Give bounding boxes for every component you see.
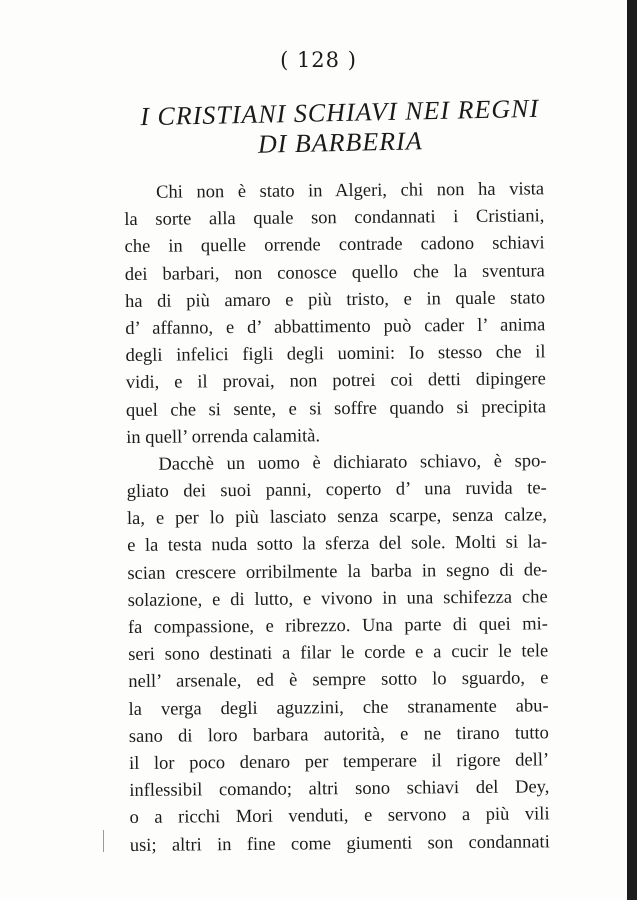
page-number: ( 128 ) bbox=[280, 48, 357, 72]
text-line: la verga degli aguzzini, che stranamente abu- bbox=[128, 695, 549, 720]
text-line: d’ affanno, e d’ abbattimento può cader l’ anima bbox=[125, 315, 546, 339]
text-line: e la testa nuda sotto la sferza del sole. Molti si la- bbox=[127, 532, 548, 557]
chapter-title bbox=[99, 93, 580, 163]
text-line: la, e per lo più lasciato senza scarpe, senza calze, bbox=[126, 505, 548, 530]
text-line: degli infelici figli degli uomini: Io stesso che il bbox=[125, 342, 546, 367]
text-line: sano di loro barbara autorità, e ne tirano tutto bbox=[128, 723, 549, 747]
text-line: il lor poco denaro per temperare il rigore dell’ bbox=[129, 750, 550, 774]
text-line: o a ricchi Mori venduti, e servono a più vili bbox=[129, 804, 550, 829]
page-edge bbox=[627, 0, 637, 900]
text-line: solazione, e di lutto, e vivono in una schifezza che bbox=[127, 587, 548, 611]
text-line: che in quelle orrende contrade cadono schiavi bbox=[124, 233, 545, 258]
text-line: usi; altri in fine come giumenti son condannati bbox=[129, 831, 550, 856]
margin-mark bbox=[103, 830, 104, 852]
text-line: gliato dei suoi panni, coperto d’ una ruvida te- bbox=[126, 478, 547, 503]
text-line: ha di più amaro e più tristo, e in quale stato bbox=[124, 288, 546, 312]
body-text bbox=[124, 176, 550, 859]
chapter-title-line-1: I CRISTIANI SCHIAVI NEI REGNI bbox=[139, 93, 540, 132]
text-line: dei barbari, non conosce quello che la sventura bbox=[124, 260, 545, 285]
text-line: in quell’ orrenda calamità. bbox=[126, 425, 321, 448]
text-line: vidi, e il provai, non potrei coi detti dipingere bbox=[125, 369, 546, 394]
chapter-title-line-2: DI BARBERIA bbox=[257, 126, 423, 159]
text-line: la sorte alla quale son condannati i Cristiani, bbox=[124, 206, 545, 231]
paragraph-1 bbox=[124, 176, 546, 452]
text-line: scian crescere orribilmente la barba in segno di de- bbox=[127, 559, 548, 584]
text-line: fa compassione, e ribrezzo. Una parte di quei mi- bbox=[127, 614, 548, 638]
text-line: inflessibil comando; altri sono schiavi del Dey, bbox=[129, 777, 550, 802]
text-line: Chi non è stato in Algeri, chi non ha vista bbox=[156, 179, 545, 203]
text-line: seri sono destinati a filar le corde e a cucir le tele bbox=[128, 641, 549, 666]
text-line: quel che si sente, e si soffre quando si precipita bbox=[125, 396, 547, 421]
text-line: Dacchè un uomo è dichiarato schiavo, è spo- bbox=[158, 451, 547, 475]
paragraph-2 bbox=[126, 448, 550, 859]
text-line: nell’ arsenale, ed è sempre sotto lo sguardo, e bbox=[128, 668, 549, 693]
